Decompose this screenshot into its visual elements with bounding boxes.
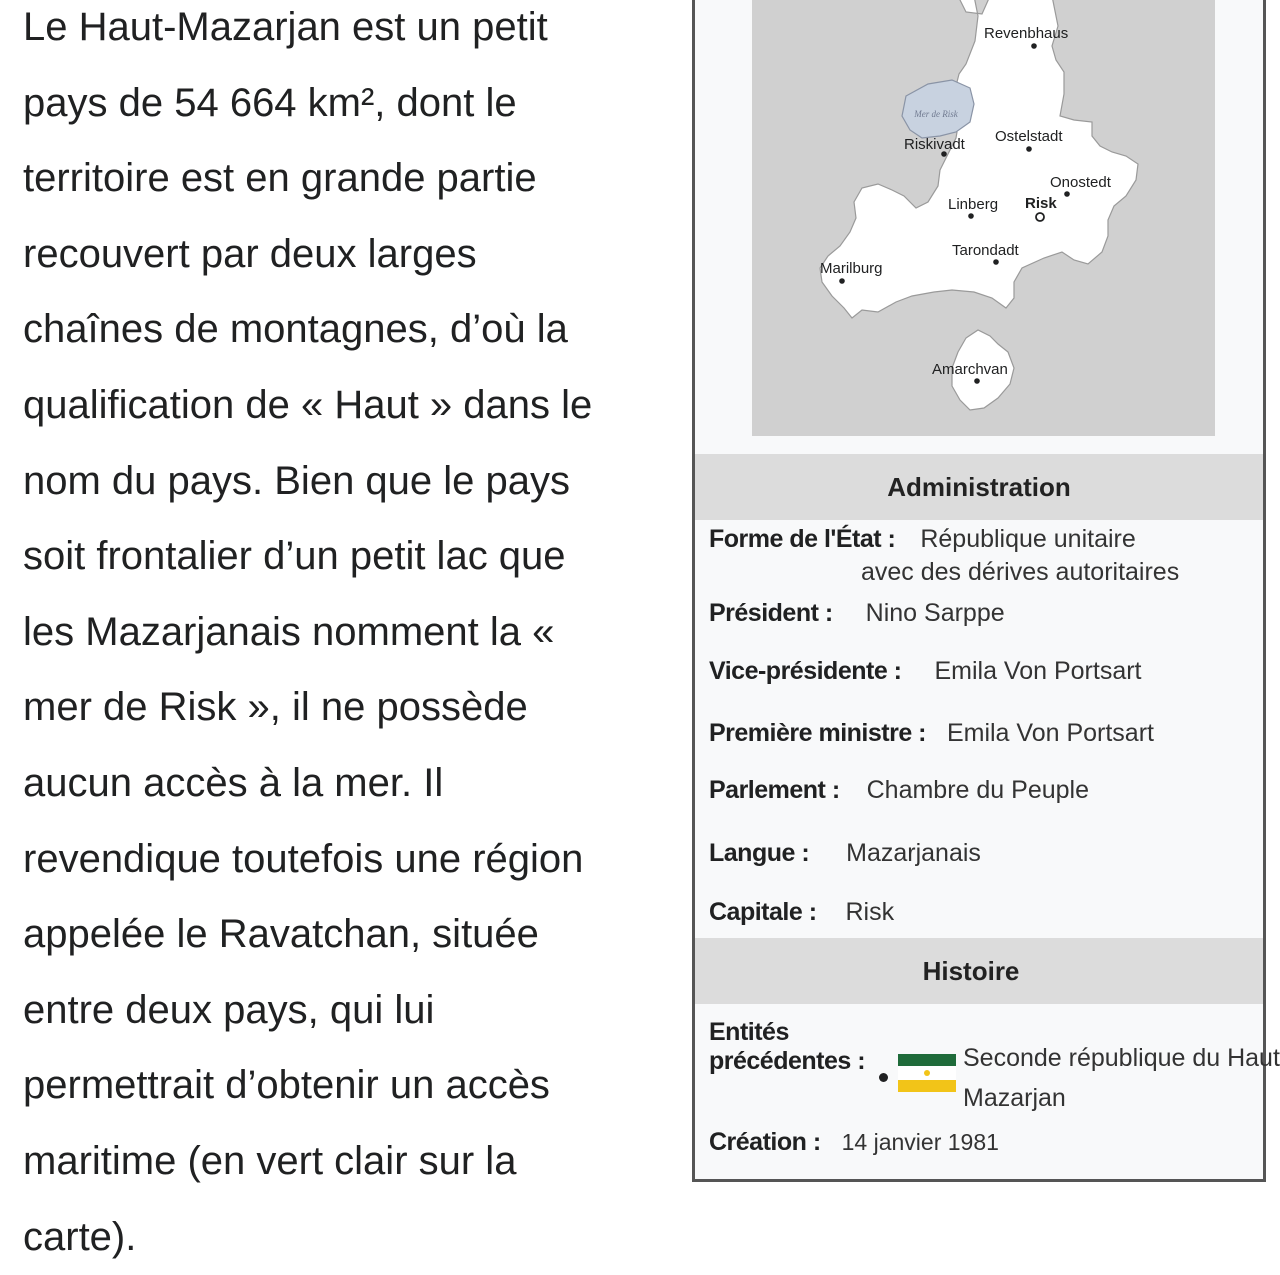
article-line: mer de Risk », il ne possède: [23, 670, 673, 746]
city-marker: [1064, 191, 1070, 197]
entites-value-line2[interactable]: [963, 1084, 1066, 1113]
entites-label-2: précédentes :: [709, 1047, 865, 1075]
article-line: les Mazarjanais nomment la «: [23, 595, 673, 671]
country-map[interactable]: [752, 0, 1215, 436]
president-label: Président :: [709, 599, 833, 627]
forme-etat-row: [709, 525, 1136, 554]
capitale-label: Capitale :: [709, 898, 817, 926]
premiere-ministre-label: Première ministre :: [709, 719, 926, 747]
capitale-row: [709, 898, 894, 927]
president-row: [709, 599, 1005, 628]
article-line: entre deux pays, qui lui: [23, 973, 673, 1049]
parlement-label: Parlement :: [709, 776, 840, 804]
parlement-value[interactable]: Chambre du Peuple: [867, 776, 1089, 804]
article-line: appelée le Ravatchan, située: [23, 897, 673, 973]
infobox: [692, 0, 1266, 1182]
entites-label-1: Entités: [709, 1018, 789, 1046]
flag-icon: [898, 1054, 956, 1092]
article-line: aucun accès à la mer. Il: [23, 746, 673, 822]
flag-yellow-stripe: [898, 1080, 956, 1092]
map-svg: [752, 0, 1215, 436]
vice-presidente-label: Vice-présidente :: [709, 657, 902, 685]
creation-value: 14 janvier 1981: [842, 1129, 999, 1155]
creation-label: Création :: [709, 1128, 821, 1156]
langue-label: Langue :: [709, 839, 809, 867]
forme-etat-value: République unitaire: [920, 525, 1135, 553]
article-text: [23, 0, 673, 1275]
article-line: nom du pays. Bien que le pays: [23, 444, 673, 520]
article-line: revendique toutefois une région: [23, 822, 673, 898]
article-line: chaînes de montagnes, d’où la: [23, 292, 673, 368]
entites-value-line1[interactable]: [963, 1044, 1280, 1073]
forme-etat-value-line2: [861, 558, 1179, 587]
city-label-tarondadt: Tarondadt: [952, 242, 1020, 259]
article-line: qualification de « Haut » dans le: [23, 368, 673, 444]
vice-presidente-row: [709, 657, 1142, 686]
city-label-revenbhaus: Revenbhaus: [984, 25, 1068, 42]
list-bullet: [879, 1073, 888, 1082]
city-label-amarchvan: Amarchvan: [932, 361, 1008, 378]
lake-label: Mer de Risk: [913, 109, 958, 119]
entites-label-line1: [709, 1018, 789, 1047]
article-line: permettrait d’obtenir un accès: [23, 1048, 673, 1124]
flag-green-stripe: [898, 1054, 956, 1066]
flag-emblem: [924, 1070, 930, 1076]
article-line: soit frontalier d’un petit lac que: [23, 519, 673, 595]
entites-value-2[interactable]: Mazarjan: [963, 1084, 1066, 1112]
city-label-onostedt: Onostedt: [1050, 174, 1112, 191]
president-value[interactable]: Nino Sarppe: [866, 599, 1005, 627]
article-line: carte).: [23, 1200, 673, 1275]
city-label-risk: Risk: [1025, 195, 1057, 212]
city-marker: [1031, 43, 1037, 49]
entites-label-line2: [709, 1047, 865, 1076]
entites-value-1[interactable]: Seconde république du Haut: [963, 1044, 1280, 1072]
langue-row: [709, 839, 981, 868]
premiere-ministre-row: [709, 719, 1154, 748]
administration-heading: Administration: [695, 454, 1263, 520]
article-line: Le Haut-Mazarjan est un petit: [23, 0, 673, 66]
capital-marker: [1036, 213, 1044, 221]
forme-etat-label: Forme de l'État :: [709, 525, 895, 553]
city-marker: [993, 259, 999, 265]
article-line: territoire est en grande partie: [23, 141, 673, 217]
city-marker: [839, 278, 845, 284]
premiere-ministre-value[interactable]: Emila Von Portsart: [947, 719, 1154, 747]
article-line: pays de 54 664 km², dont le: [23, 66, 673, 142]
city-label-linberg: Linberg: [948, 196, 998, 213]
city-label-marilburg: Marilburg: [820, 260, 883, 277]
article-line: maritime (en vert clair sur la: [23, 1124, 673, 1200]
city-marker: [968, 213, 974, 219]
forme-etat-value-2: avec des dérives autoritaires: [861, 558, 1179, 586]
capitale-value[interactable]: Risk: [845, 898, 894, 926]
city-marker: [974, 378, 980, 384]
article-line: recouvert par deux larges: [23, 217, 673, 293]
vice-presidente-value[interactable]: Emila Von Portsart: [934, 657, 1141, 685]
city-marker: [1026, 146, 1032, 152]
parlement-row: [709, 776, 1089, 805]
histoire-heading: Histoire: [695, 938, 1263, 1004]
langue-value[interactable]: Mazarjanais: [846, 839, 981, 867]
city-label-ostelstadt: Ostelstadt: [995, 128, 1063, 145]
creation-row: [709, 1128, 999, 1157]
city-label-riskivadt: Riskivadt: [904, 136, 966, 153]
